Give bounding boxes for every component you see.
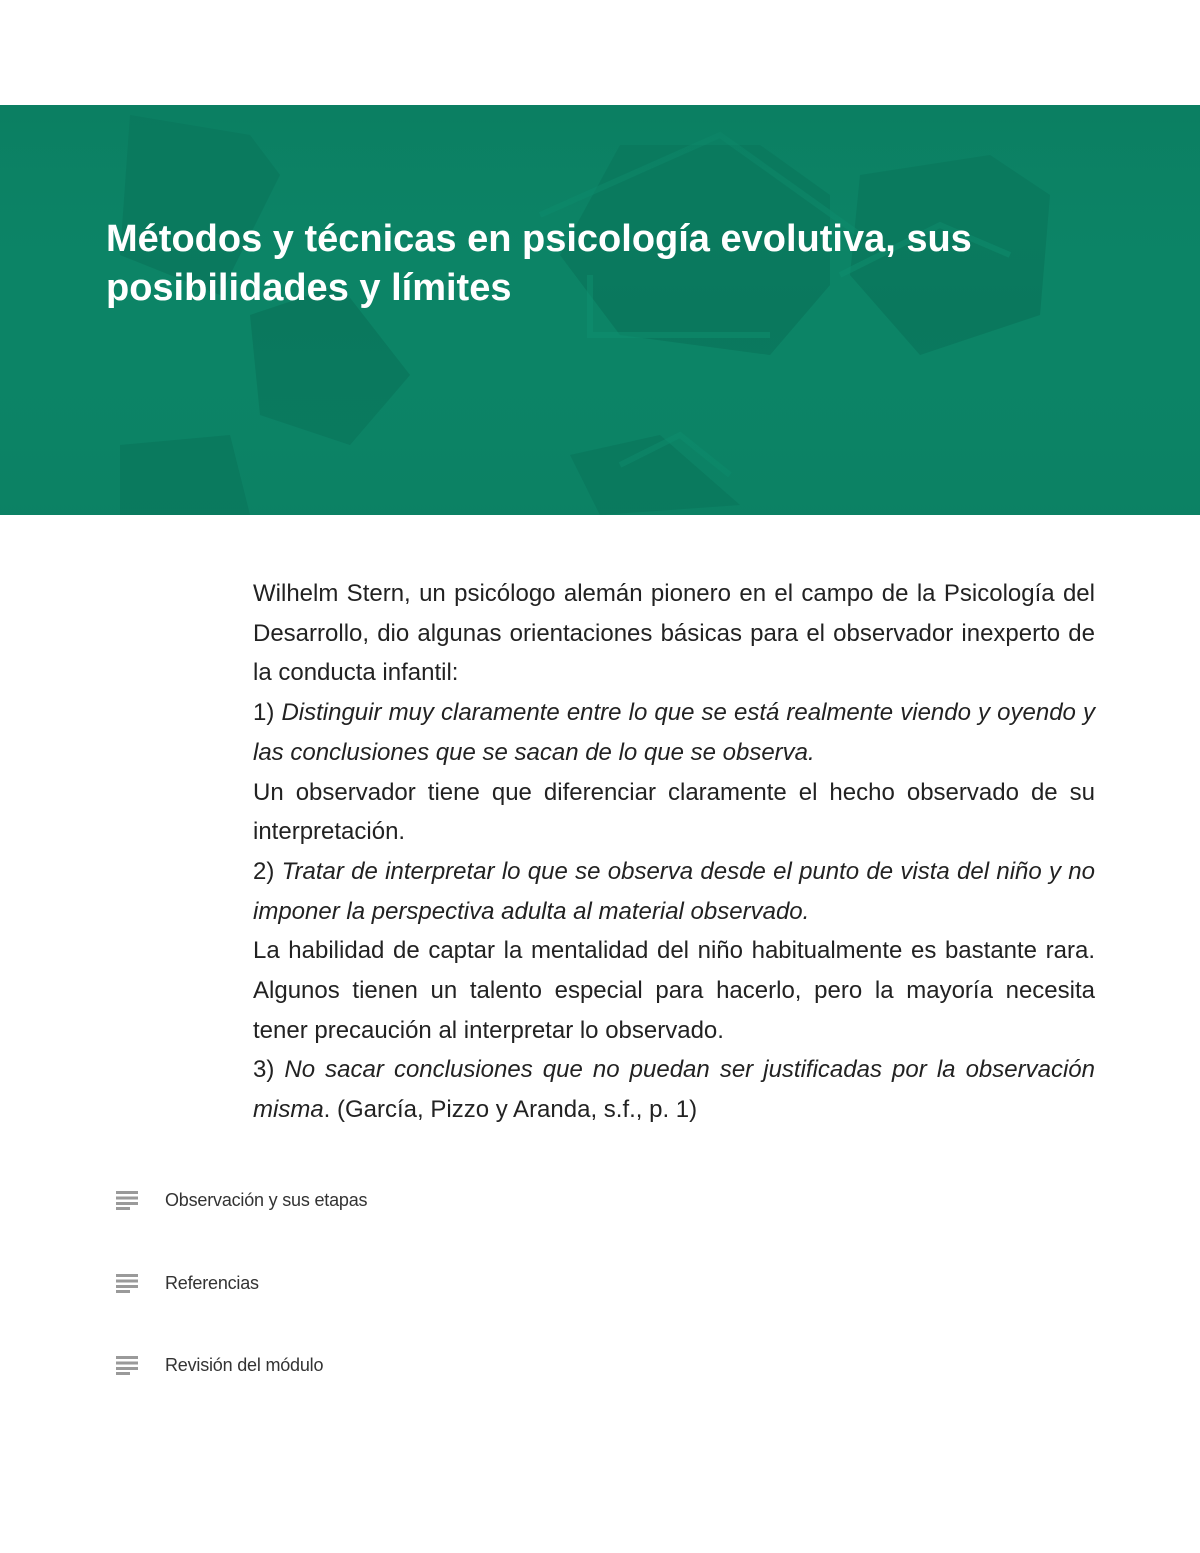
nav-label: Observación y sus etapas: [165, 1189, 368, 1210]
guideline-1-text: Distinguir muy claramente entre lo que se está realmente viendo y oyendo y las conclusiones que se sacan de lo que se observa.: [253, 699, 1095, 766]
content-body: [253, 574, 1095, 1130]
nav-label: Referencias: [165, 1272, 259, 1293]
nav-link-observacion[interactable]: [116, 1188, 367, 1212]
text-lines-icon: [116, 1190, 140, 1210]
guideline-2: [253, 852, 1095, 931]
guideline-3-text: No sacar conclusiones que no puedan ser justificadas por la observación misma: [253, 1056, 1095, 1124]
guideline-2-number: 2): [253, 857, 282, 885]
nav-label: Revisión del módulo: [165, 1354, 324, 1375]
nav-link-revision[interactable]: [116, 1353, 323, 1377]
guideline-1-explanation: Un observador tiene que diferenciar claramente el hecho observado de su interpretación.: [253, 778, 1095, 846]
guideline-2-text: Tratar de interpretar lo que se observa desde el punto de vista del niño y no imponer la perspectiva adulta al material observado.: [253, 857, 1096, 925]
nav-link-referencias[interactable]: [116, 1271, 259, 1295]
guideline-3: [253, 1050, 1095, 1129]
guideline-3-number: 3): [253, 1056, 285, 1084]
intro-paragraph: Wilhelm Stern, un psicólogo alemán pionero en el campo de la Psicología del Desarrollo, dio algunas orientaciones básicas para el observador inexperto de la conducta infantil:: [253, 580, 1095, 687]
guideline-2-explanation: La habilidad de captar la mentalidad del niño habitualmente es bastante rara. Algunos tienen un talento especial para hacerlo, pero la mayoría necesita tener precaución al interpretar lo observado.: [253, 937, 1095, 1044]
page-title: Métodos y técnicas en psicología evolutiva, sus posibilidades y límites: [106, 218, 972, 309]
text-lines-icon: [116, 1273, 140, 1293]
text-lines-icon: [116, 1355, 140, 1375]
guideline-1-number: 1): [253, 699, 282, 727]
citation: . (García, Pizzo y Aranda, s.f., p. 1): [323, 1096, 698, 1124]
hero-banner: [0, 105, 1200, 515]
guideline-1: [253, 693, 1095, 772]
